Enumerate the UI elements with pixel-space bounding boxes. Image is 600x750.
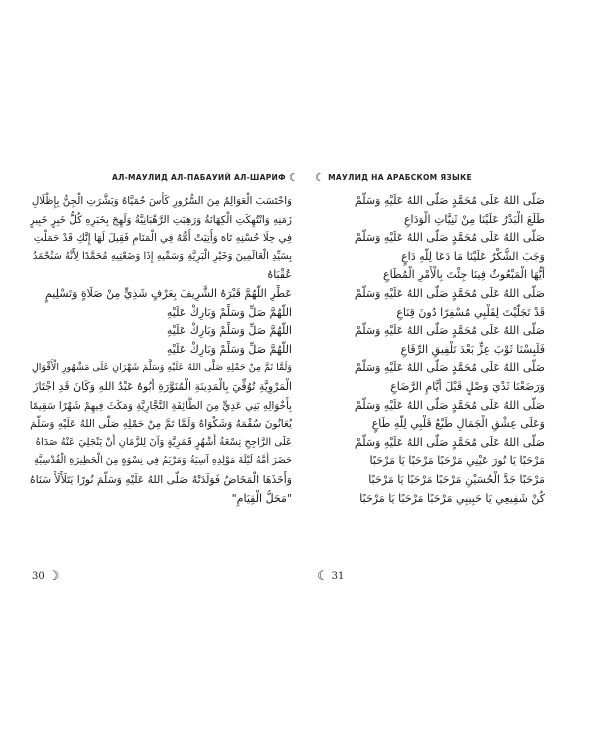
text-line: وَرَضَعْنَا ثَدْيَ وَصْلٍ قَبْلَ أَيَّامِ الرَّضَاعِ — [390, 379, 545, 393]
text-line: فَلَبِسْنَا ثَوْبَ عِزٍّ بَعْدَ تَلْفِيقِ الرِّقَاعِ — [400, 342, 545, 356]
text-line: صَلَّى اللهُ عَلَى مُحَمَّدٍ صَلَّى اللهُ عَلَيْهِ وَسَلَّمْ — [354, 361, 545, 375]
text-line: بِسَيِّدِ الْعَالَمِينَ وَخَيْرِ الْبَرِيَّةِ وَسَمِّيهِ إِذَا وَضَعْتِيهِ مُحَمَّدًا لِأَنَّهُ سَتُحْمَدُ — [32, 250, 292, 262]
text-line: زَمَنِهِ وَانْتُهِكَتِ الْكِهَانَةُ وَرَهِبَتِ الرَّهْبَانِيَّةُ وَلَهِجَ بِخَبَرِهِ كُلُّ خَبِرٍ خَبِيرٍ — [30, 213, 292, 226]
right-page — [312, 172, 580, 592]
text-line: صَلَّى اللهُ عَلَى مُحَمَّدٍ صَلَّى اللهُ عَلَيْهِ وَسَلَّمْ — [354, 398, 545, 412]
left-running-header — [112, 172, 302, 183]
text-line: عَلَى الرَّاجِحِ تِسْعَةُ أَشْهُرٍ قَمَرِيَّةٍ وَآنَ لِلزَّمَانِ أَنْ يَنْجَلِيَ عَنْهُ صَدَاهُ — [35, 436, 292, 448]
left-header-title: АЛ-МАУЛИД АЛ-ПАБАУИЙ АЛ-ШАРИФ — [112, 173, 286, 182]
text-line: مَرْحَبًا جَدَّ الْحُسَيْنِ مَرْحَبًا مَرْحَبًا يَا مَرْحَبًا — [368, 472, 545, 486]
text-line: يُعَانُونَ سُقْمَهُ وَشَكْوَاهُ وَلَمَّا تَمَّ مِنْ حَمْلِهِ صَلَّى اللهُ عَلَيْهِ وَسَلَّمَ — [30, 418, 292, 431]
text-line: قَدْ تَجَلَّيْتَ لِقَلْبِي مُسْفِرًا دُونَ قِنَاعِ — [396, 305, 545, 319]
left-page-number — [32, 570, 62, 583]
crescent-icon: ☾ — [317, 569, 329, 584]
text-line: عُقْبَاهُ — [267, 268, 292, 282]
left-arabic-text — [30, 192, 292, 508]
text-line: كُنْ شَفِيعِي يَا حَبِيبِي مَرْحَبًا مَرْحَبًا يَا مَرْحَبًا — [359, 491, 545, 505]
text-line: طَلَعَ الْبَدْرُ عَلَيْنَا مِنْ ثَنِيَّاتِ الْوَدَاعِ — [403, 212, 545, 226]
crescent-icon: ☽ — [47, 569, 60, 584]
text-line: صَلَّى اللهُ عَلَى مُحَمَّدٍ صَلَّى اللهُ عَلَيْهِ وَسَلَّمْ — [354, 194, 545, 207]
text-line: حَضَرَ أُمَّهُ لَيْلَةَ مَوْلِدِهِ آسِيَةُ وَمَرْيَمُ فِي نِسْوَةٍ مِنَ الْحَظِيرَةِ الْقُدْسِيَّةِ — [34, 455, 292, 467]
text-line: اللَّهُمَّ صَلِّ وَسَلِّمْ وَبَارِكْ عَلَيْهِ — [166, 342, 292, 356]
text-line: مَرْحَبًا يَا نُورَ عَيْنِي مَرْحَبًا مَرْحَبًا يَا مَرْحَبًا — [369, 454, 545, 468]
page-number-31: 31 — [331, 571, 345, 582]
text-line: وَجَبَ الشُّكْرُ عَلَيْنَا مَا دَعَا لِلَّهِ دَاعٍ — [401, 249, 545, 263]
text-line: وَعَلَى عِشْقِ الْجَمَالِ طَبْعُ قَلْبِي لِلَّهِ طَاعٍ — [371, 417, 545, 431]
text-line: صَلَّى اللهُ عَلَى مُحَمَّدٍ صَلَّى اللهُ عَلَيْهِ وَسَلَّمْ — [354, 231, 545, 245]
crescent-icon: ☾ — [315, 171, 326, 184]
right-page-number — [314, 570, 344, 583]
text-line: اللَّهُمَّ صَلِّ وَسَلِّمْ وَبَارِكْ عَلَيْهِ — [166, 305, 292, 319]
crescent-icon: ☾ — [288, 171, 299, 184]
text-line: وَأَخَذَهَا الْمَخَاضُ فَوَلَدَتْهُ صَلَّى اللهُ عَلَيْهِ وَسَلَّمَ نُورًا يَتَلَأْلَأُ سَنَاهُ — [30, 472, 292, 486]
text-line: صَلَّى اللهُ عَلَى مُحَمَّدٍ صَلَّى اللهُ عَلَيْهِ وَسَلَّمْ — [354, 286, 545, 300]
left-page — [30, 171, 299, 592]
text-line: "مَحَلُّ الْقِيَامِ" — [231, 491, 292, 505]
text-line: وَلَمَّا تَمَّ مِنْ حَمْلِهِ صَلَّى اللهُ عَلَيْهِ وَسَلَّمَ شَهْرَانِ عَلَى مَشْهُورِ الْأَقْوَالِ — [31, 362, 292, 374]
text-line: عَطِّرِ اللَّهُمَّ قَبْرَهُ الشَّرِيفَ بِعَرْفٍ شَذِيٍّ مِنْ صَلَاةٍ وَتَسْلِيمٍ — [44, 286, 292, 300]
text-line: وَاحْتَسَبَ الْعَوَالِمُ مِنَ السُّرُورِ كَأْسَ حُمَيَّاهُ وَبَشَّرَتِ الْجِنُّ بِإِظْلَالِ — [31, 195, 292, 207]
text-line: أَيُّهَا الْمَبْعُوثُ فِينَا جِئْتَ بِالْأَمْرِ الْمُطَاعِ — [383, 268, 545, 282]
text-line: اللَّهُمَّ صَلِّ وَسَلِّمْ وَبَارِكْ عَلَيْهِ — [166, 324, 292, 338]
right-header-title: МАУЛИД НА АРАБСКОМ ЯЗЫКЕ — [328, 173, 472, 182]
text-line: صَلَّى اللهُ عَلَى مُحَمَّدٍ صَلَّى اللهُ عَلَيْهِ وَسَلَّمْ — [354, 324, 545, 338]
right-arabic-text — [340, 192, 545, 508]
text-line: صَلَّى اللهُ عَلَى مُحَمَّدٍ صَلَّى اللهُ عَلَيْهِ وَسَلَّمْ — [354, 435, 545, 449]
text-line: بِأَخْوَالِهِ بَنِي عَدِيٍّ مِنَ الطَّائِفَةِ النَّجَّارِيَّةِ وَمَكَثَ فِيهِمْ شَهْرًا سَقِيمًا — [30, 399, 292, 412]
page-number-30: 30 — [32, 571, 45, 582]
right-running-header — [312, 172, 472, 183]
text-line: الْمَرْوِيَّةِ تُوُفِّيَ بِالْمَدِينَةِ الْمُنَوَّرَةِ أَبُوهُ عَبْدُ اللهِ وَكَانَ قَدِ اجْتَازَ — [33, 379, 292, 393]
text-line: فِي حِلَا حُسْنِهِ تَاهَ وَأُتِيَتْ أُمُّهُ فِي الْمَنَامِ فَقِيلَ لَهَا إِنَّكِ قَدْ حَمَلْتِ — [33, 232, 292, 245]
